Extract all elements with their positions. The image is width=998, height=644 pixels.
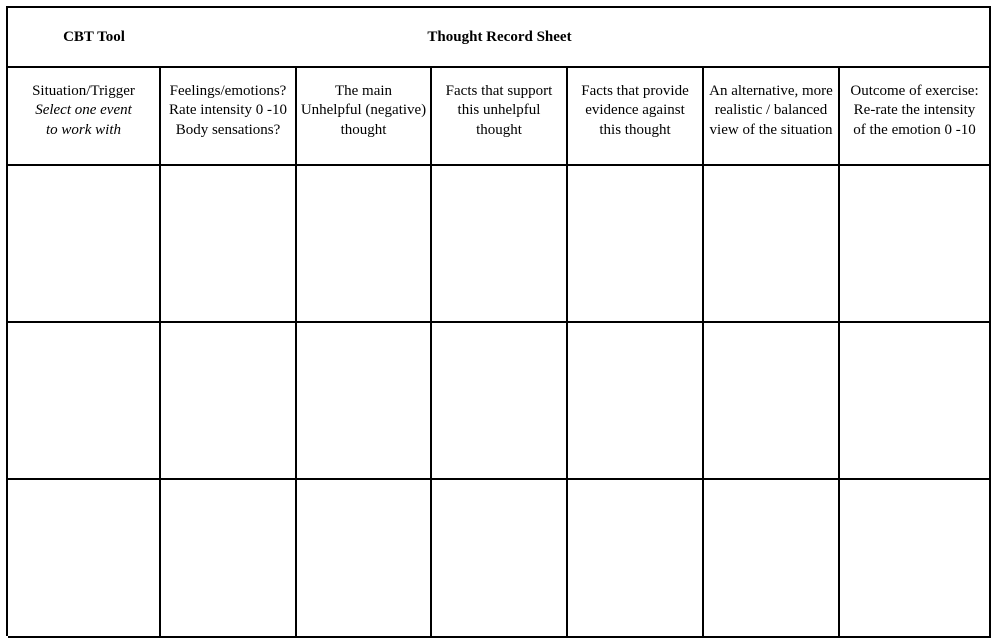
thought-record-sheet bbox=[6, 6, 991, 636]
entry-cell[interactable] bbox=[161, 480, 297, 638]
column-header-supporting-facts bbox=[432, 68, 568, 166]
column-header-line: to work with bbox=[45, 121, 121, 138]
column-header-line: evidence against bbox=[585, 102, 685, 119]
entry-cell[interactable] bbox=[297, 323, 432, 480]
entry-cell[interactable] bbox=[161, 323, 297, 480]
entry-cell[interactable] bbox=[432, 166, 568, 323]
column-header-line: Rate intensity 0 -10 bbox=[169, 102, 287, 119]
column-header-line: Select one event bbox=[35, 102, 132, 119]
column-header-line: Unhelpful (negative) bbox=[300, 102, 427, 119]
column-header-line: Feelings/emotions? bbox=[169, 82, 287, 99]
column-header-unhelpful-thought bbox=[297, 68, 432, 166]
column-header-line: The main bbox=[334, 82, 393, 99]
column-header-feelings bbox=[161, 68, 297, 166]
column-header-line: Re-rate the intensity bbox=[853, 102, 976, 119]
column-header-outcome bbox=[840, 68, 991, 166]
column-header-line: of the emotion 0 -10 bbox=[853, 121, 976, 138]
entry-cell[interactable] bbox=[8, 480, 161, 638]
column-header-line: this unhelpful bbox=[457, 102, 541, 119]
title-row bbox=[8, 8, 991, 68]
column-header-alternative-view bbox=[704, 68, 840, 166]
entry-cell[interactable] bbox=[840, 323, 991, 480]
column-header-line: realistic / balanced bbox=[714, 102, 828, 119]
tool-label: CBT Tool bbox=[63, 28, 125, 45]
entry-cell[interactable] bbox=[568, 480, 704, 638]
column-header-evidence-against bbox=[568, 68, 704, 166]
entry-cell[interactable] bbox=[8, 166, 161, 323]
column-header-line: thought bbox=[340, 121, 387, 138]
entry-cell[interactable] bbox=[704, 166, 840, 323]
entry-cell[interactable] bbox=[704, 480, 840, 638]
page-title: Thought Record Sheet bbox=[427, 28, 572, 45]
column-header-line: Situation/Trigger bbox=[32, 82, 135, 99]
entry-cell[interactable] bbox=[840, 480, 991, 638]
column-header-line: Outcome of exercise: bbox=[850, 82, 979, 99]
entry-cell[interactable] bbox=[432, 323, 568, 480]
record-table bbox=[8, 68, 991, 638]
entry-cell[interactable] bbox=[704, 323, 840, 480]
entry-cell[interactable] bbox=[8, 323, 161, 480]
entry-cell[interactable] bbox=[568, 323, 704, 480]
entry-cell[interactable] bbox=[297, 166, 432, 323]
column-header-situation bbox=[8, 68, 161, 166]
entry-cell[interactable] bbox=[840, 166, 991, 323]
column-header-line: view of the situation bbox=[709, 121, 833, 138]
column-header-line: this thought bbox=[599, 121, 671, 138]
column-header-line: Facts that provide bbox=[581, 82, 689, 99]
entry-cell[interactable] bbox=[432, 480, 568, 638]
entry-cell[interactable] bbox=[568, 166, 704, 323]
entry-cell[interactable] bbox=[297, 480, 432, 638]
column-header-line: Facts that support bbox=[445, 82, 553, 99]
column-header-line: thought bbox=[476, 121, 522, 138]
column-header-line: An alternative, more bbox=[709, 82, 833, 99]
entry-cell[interactable] bbox=[161, 166, 297, 323]
column-header-line: Body sensations? bbox=[175, 121, 281, 138]
